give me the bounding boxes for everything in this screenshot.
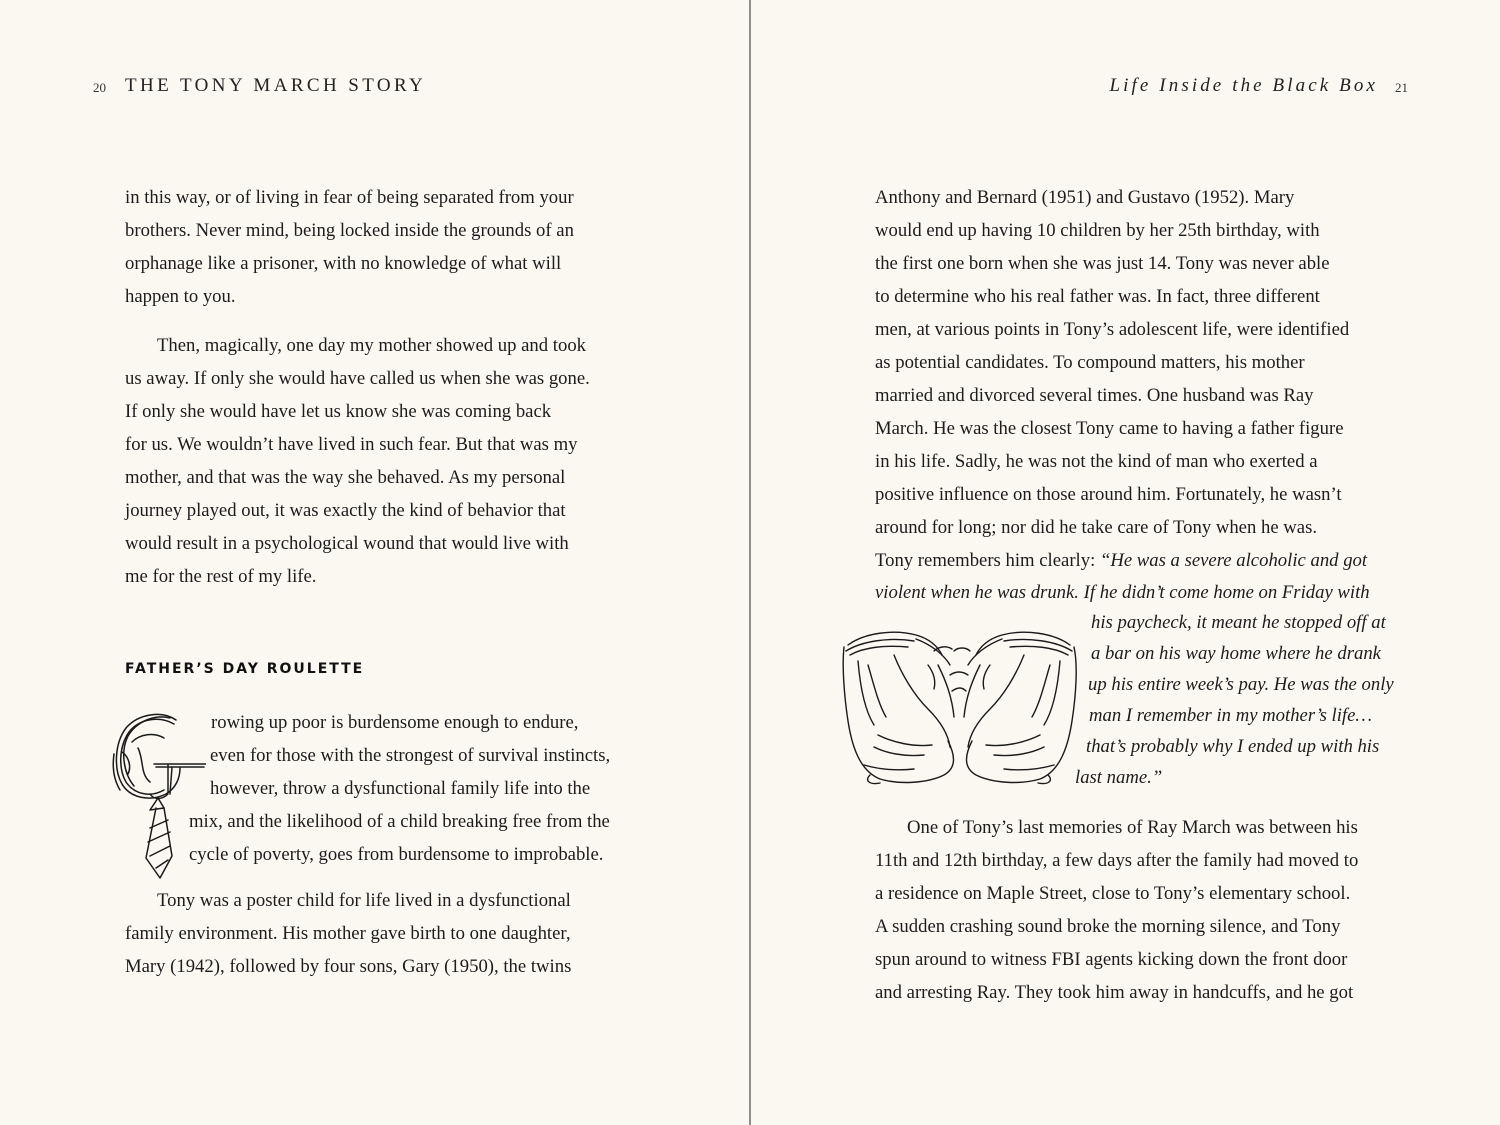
- left-page: [0, 0, 749, 1125]
- right-page-number: 21: [1395, 80, 1408, 95]
- cupped-hands-illustration: [834, 625, 1084, 787]
- left-paragraph-1: [125, 181, 625, 313]
- text-line: positive influence on those around him. Fortunately, he wasn’t: [875, 484, 1342, 505]
- right-page: [751, 0, 1500, 1125]
- right-paragraph-3: [875, 811, 1385, 1009]
- text-line: me for the rest of my life.: [125, 566, 317, 587]
- left-body-text: [125, 181, 625, 593]
- text-line: cycle of poverty, goes from burdensome to improbable.: [189, 844, 604, 865]
- left-page-number: 20: [93, 80, 106, 95]
- quote-line: last name.”: [1075, 767, 1163, 788]
- quote-line: up his entire week’s pay. He was the only: [1088, 674, 1394, 695]
- text-line: for us. We wouldn’t have lived in such fear. But that was my: [125, 434, 578, 455]
- quote-line: his paycheck, it meant he stopped off at: [1091, 612, 1386, 633]
- text-line: in this way, or of living in fear of being separated from your: [125, 187, 574, 208]
- text-line: March. He was the closest Tony came to having a father figure: [875, 418, 1344, 439]
- right-body-text: [875, 181, 1375, 608]
- text-line: married and divorced several times. One husband was Ray: [875, 385, 1314, 406]
- text-line: brothers. Never mind, being locked inside the grounds of an: [125, 220, 574, 241]
- quote-intro: Tony remembers him clearly:: [875, 550, 1100, 571]
- text-line: family environment. His mother gave birth to one daughter,: [125, 923, 571, 944]
- text-line: Mary (1942), followed by four sons, Gary (1950), the twins: [125, 956, 572, 977]
- drop-cap-text: [110, 706, 610, 871]
- text-line: A sudden crashing sound broke the morning silence, and Tony: [875, 916, 1341, 937]
- text-line: mother, and that was the way she behaved. As my personal: [125, 467, 566, 488]
- text-line: happen to you.: [125, 286, 236, 307]
- text-line: If only she would have let us know she was coming back: [125, 401, 552, 422]
- left-paragraph-2: [125, 329, 625, 593]
- text-line: us away. If only she would have called us when she was gone.: [125, 368, 590, 389]
- text-line: however, throw a dysfunctional family life into the: [210, 778, 591, 799]
- text-line: 11th and 12th birthday, a few days after the family had moved to: [875, 850, 1359, 871]
- text-line: One of Tony’s last memories of Ray March was between his: [907, 817, 1358, 838]
- left-paragraph-4: [125, 884, 625, 983]
- quote-line: a bar on his way home where he drank: [1091, 643, 1381, 664]
- text-line: even for those with the strongest of survival instincts,: [210, 745, 611, 766]
- text-line: mix, and the likelihood of a child breaking free from the: [189, 811, 610, 832]
- quote-line: violent when he was drunk. If he didn’t come home on Friday with: [875, 582, 1370, 603]
- text-line: and arresting Ray. They took him away in handcuffs, and he got: [875, 982, 1354, 1003]
- text-line: a residence on Maple Street, close to Tony’s elementary school.: [875, 883, 1351, 904]
- text-line: [875, 544, 1375, 577]
- text-line: spun around to witness FBI agents kicking down the front door: [875, 949, 1348, 970]
- text-line: the first one born when she was just 14. Tony was never able: [875, 253, 1330, 274]
- quote-line: man I remember in my mother’s life…: [1089, 705, 1373, 726]
- quote-line: that’s probably why I ended up with his: [1086, 736, 1380, 757]
- text-line: men, at various points in Tony’s adolescent life, were identified: [875, 319, 1350, 340]
- text-line: as potential candidates. To compound matters, his mother: [875, 352, 1305, 373]
- text-line: rowing up poor is burdensome enough to endure,: [211, 712, 579, 733]
- section-heading: FATHER’S DAY ROULETTE: [125, 661, 365, 677]
- quote-text: “He was a severe alcoholic and got: [1099, 550, 1368, 571]
- text-line: to determine who his real father was. In fact, three different: [875, 286, 1320, 307]
- text-line: Tony was a poster child for life lived in a dysfunctional: [157, 890, 571, 911]
- text-line: in his life. Sadly, he was not the kind of man who exerted a: [875, 451, 1318, 472]
- text-line: would result in a psychological wound that would live with: [125, 533, 569, 554]
- text-line: Anthony and Bernard (1951) and Gustavo (1952). Mary: [875, 187, 1295, 208]
- text-line: journey played out, it was exactly the kind of behavior that: [125, 500, 566, 521]
- text-line: Then, magically, one day my mother showed up and took: [157, 335, 587, 356]
- text-line: around for long; nor did he take care of Tony when he was.: [875, 517, 1318, 538]
- text-line: would end up having 10 children by her 25th birthday, with: [875, 220, 1320, 241]
- right-running-head: Life Inside the Black Box: [1109, 75, 1378, 96]
- left-running-head: THE TONY MARCH STORY: [125, 75, 427, 96]
- text-line: orphanage like a prisoner, with no knowledge of what will: [125, 253, 562, 274]
- right-paragraph-1: [875, 181, 1375, 608]
